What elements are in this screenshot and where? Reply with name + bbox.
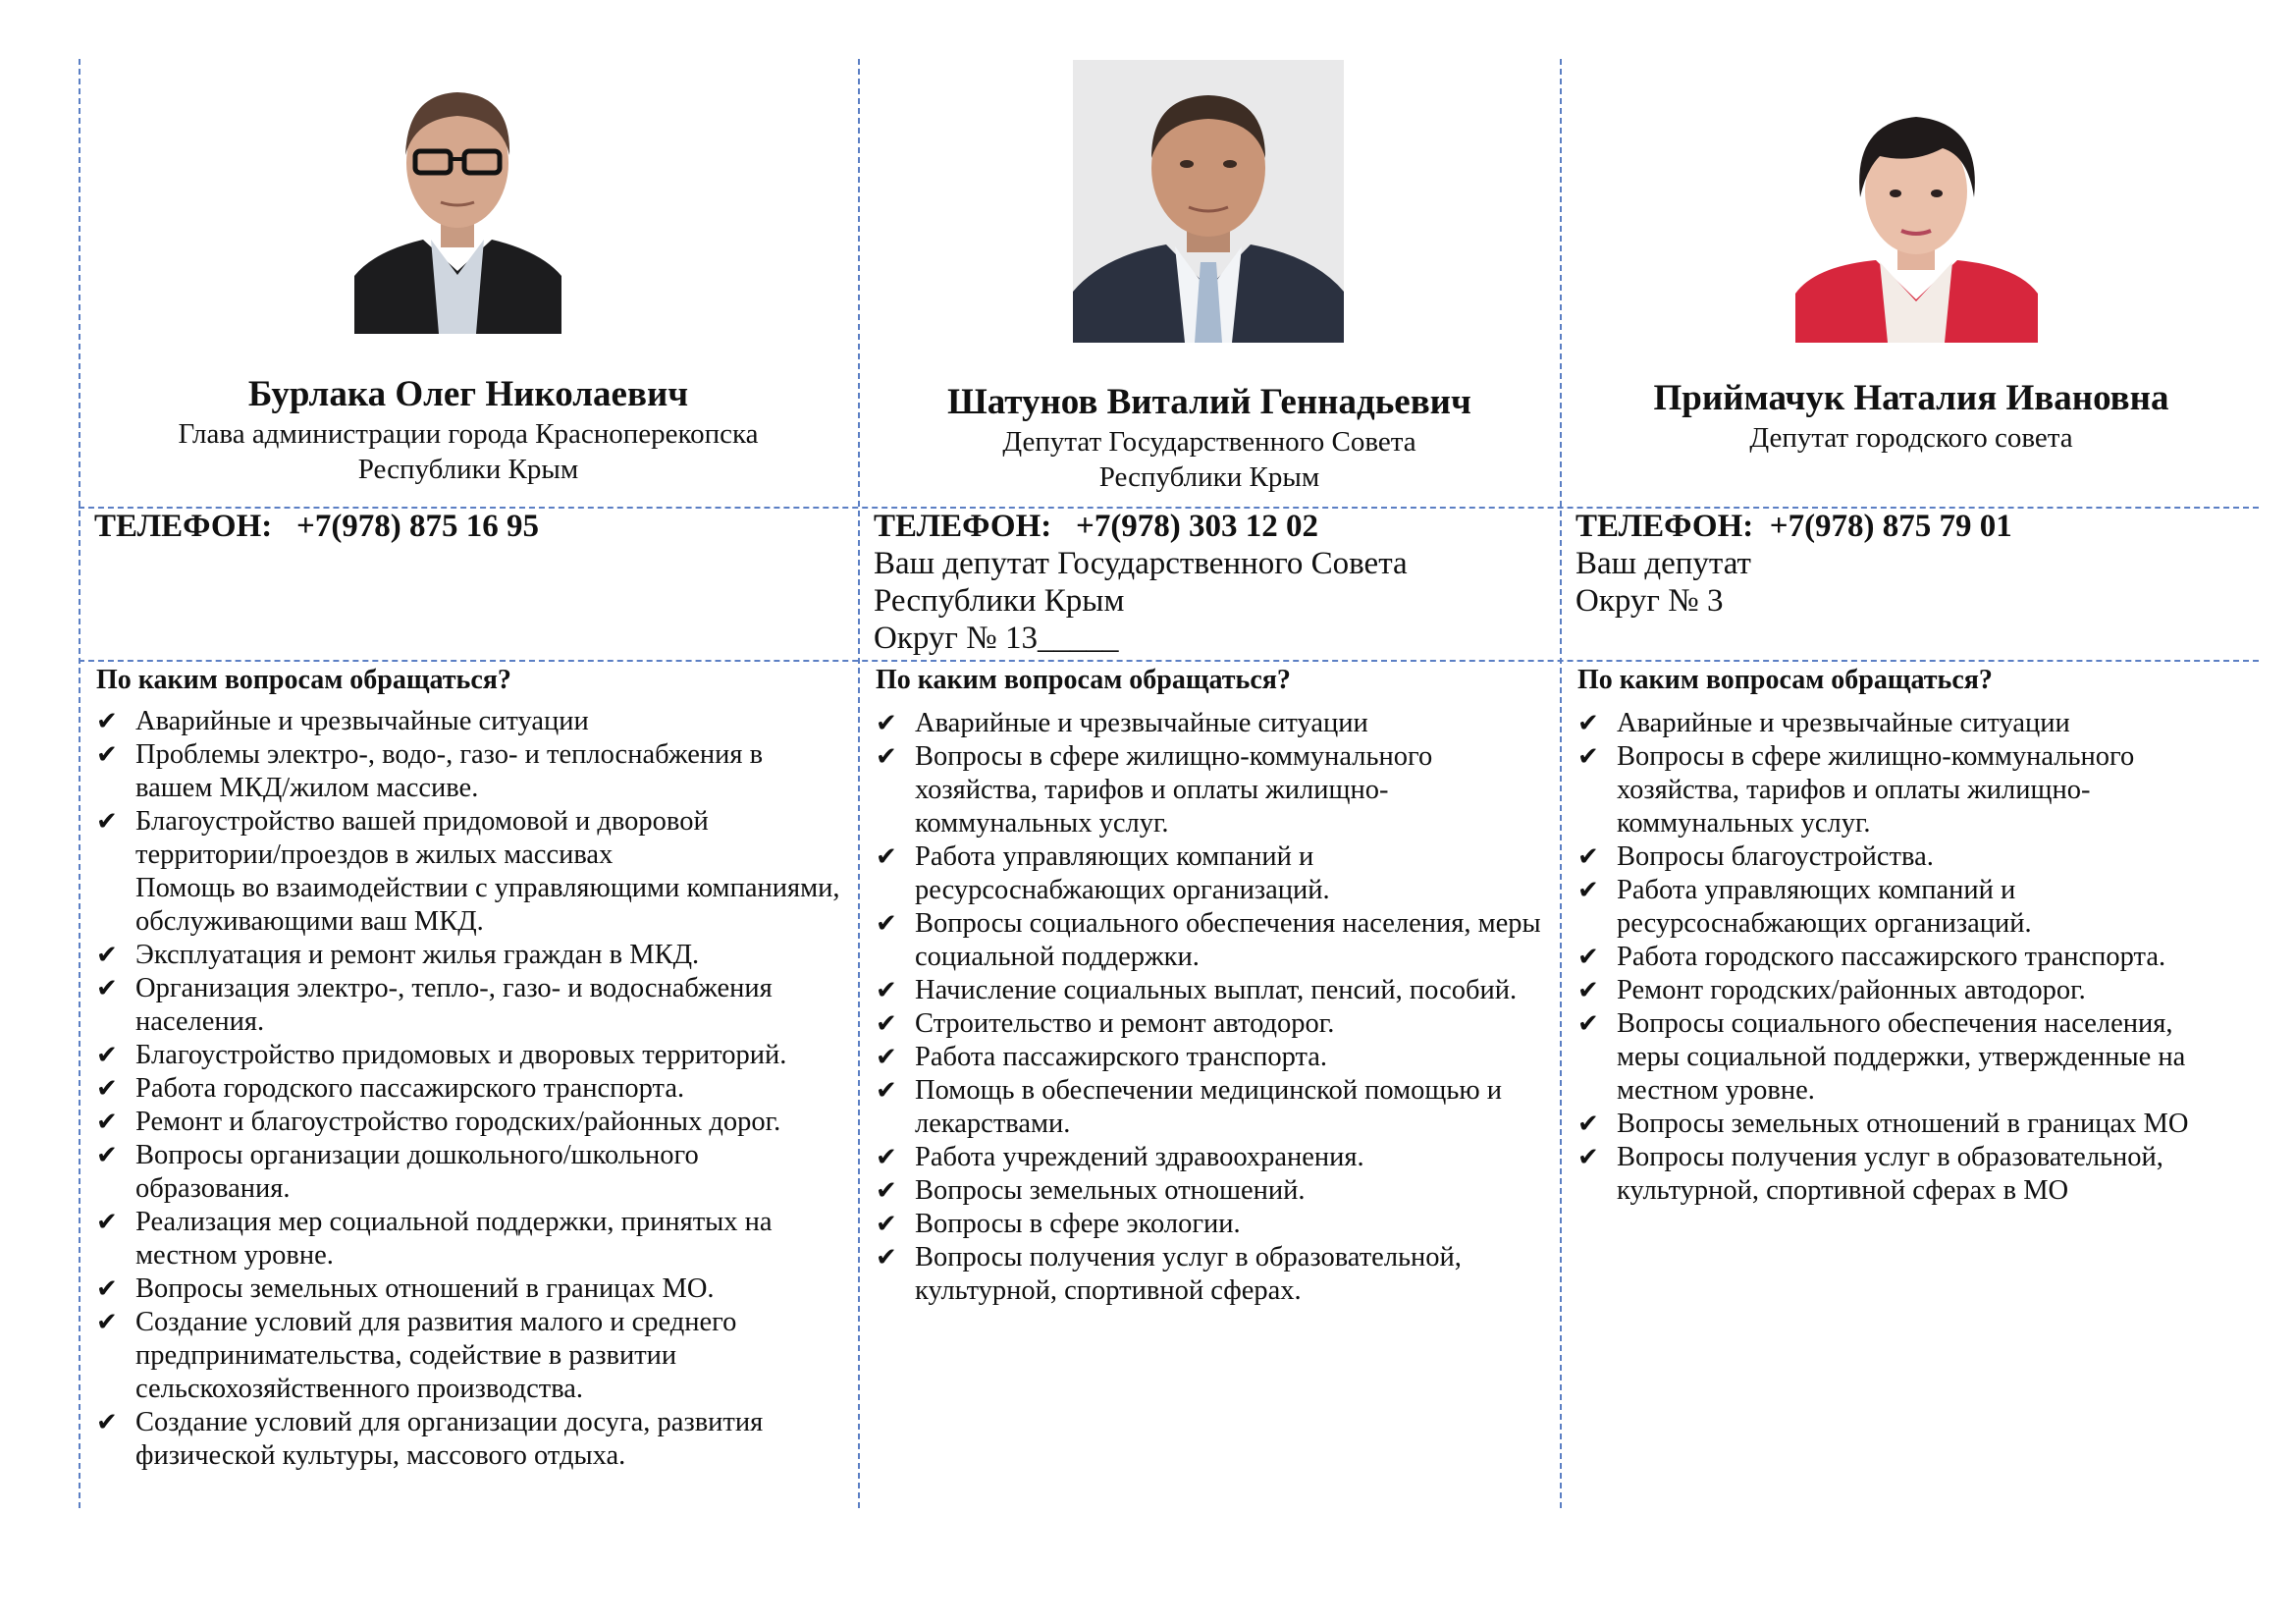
list-item: ✔ Вопросы социального обеспечения населения, меры социальной поддержки, утвержденные на местном уровне. bbox=[1577, 1008, 2186, 1106]
contact-block-2 bbox=[874, 508, 1551, 657]
deputy-name: Приймачук Наталия Ивановна bbox=[1653, 378, 2169, 418]
deputy-role-line2: Республики Крым bbox=[357, 454, 579, 485]
contact-line: Ваш депутат Государственного Совета bbox=[874, 546, 1408, 581]
check-icon: ✔ bbox=[876, 1143, 897, 1172]
column-divider-left bbox=[79, 59, 80, 1508]
list-item: ✔ Вопросы земельных отношений в границах МО bbox=[1577, 1109, 2189, 1139]
list-item: ✔ Работа городского пассажирского транспорта. bbox=[96, 1073, 685, 1104]
check-icon: ✔ bbox=[96, 1408, 118, 1437]
check-icon: ✔ bbox=[876, 842, 897, 872]
list-item: ✔ Работа управляющих компаний и ресурсоснабжающих организаций. bbox=[1577, 875, 2032, 939]
deputy-name: Шатунов Виталий Геннадьевич bbox=[947, 382, 1471, 422]
check-icon: ✔ bbox=[876, 709, 897, 738]
deputy-role-line1: Депутат Государственного Совета bbox=[1002, 426, 1416, 458]
check-icon: ✔ bbox=[876, 742, 897, 772]
check-icon: ✔ bbox=[96, 1274, 118, 1304]
check-icon: ✔ bbox=[1577, 1143, 1599, 1172]
column-divider-2 bbox=[1560, 59, 1562, 1508]
list-item: ✔ Вопросы в сфере жилищно-коммунального хозяйства, тарифов и оплаты жилищно-коммунальных услуг. bbox=[1577, 741, 2135, 839]
check-icon: ✔ bbox=[96, 941, 118, 970]
deputy-header-1 bbox=[80, 373, 856, 487]
deputy-header-3 bbox=[1562, 377, 2261, 456]
check-icon: ✔ bbox=[876, 1009, 897, 1039]
check-icon: ✔ bbox=[876, 1076, 897, 1106]
contact-line: Ваш депутат bbox=[1575, 546, 1751, 581]
check-icon: ✔ bbox=[96, 1074, 118, 1104]
list-item: ✔ Вопросы в сфере жилищно-коммунального хозяйства, тарифов и оплаты жилищно-коммунальных услуг. bbox=[876, 741, 1433, 839]
contact-block-3 bbox=[1575, 508, 2253, 620]
list-item: ✔ Благоустройство придомовых и дворовых территорий. bbox=[96, 1040, 787, 1070]
check-icon: ✔ bbox=[876, 1043, 897, 1072]
topics-list-3 bbox=[1577, 707, 2225, 1208]
check-icon: ✔ bbox=[96, 707, 118, 736]
check-icon: ✔ bbox=[876, 976, 897, 1005]
list-item: ✔ Работа пассажирского транспорта. bbox=[876, 1042, 1328, 1072]
list-item: ✔ Вопросы организации дошкольного/школьного образования. bbox=[96, 1140, 699, 1204]
topics-list-2 bbox=[876, 707, 1553, 1308]
check-icon: ✔ bbox=[876, 1243, 897, 1272]
list-item: ✔ Вопросы получения услуг в образовательной, культурной, спортивной сферах в МО bbox=[1577, 1142, 2163, 1206]
deputy-header-2 bbox=[860, 381, 1559, 495]
list-item: ✔ Вопросы получения услуг в образовательной, культурной, спортивной сферах. bbox=[876, 1242, 1462, 1306]
check-icon: ✔ bbox=[96, 1041, 118, 1070]
list-item: ✔ Организация электро-, тепло-, газо- и водоснабжения населения. bbox=[96, 973, 773, 1037]
list-item: ✔ Аварийные и чрезвычайные ситуации bbox=[96, 706, 589, 736]
check-icon: ✔ bbox=[96, 740, 118, 770]
deputy-role-line1: Глава администрации города Красноперекопска bbox=[178, 418, 759, 450]
list-item: ✔ Вопросы земельных отношений. bbox=[876, 1175, 1306, 1206]
list-item: ✔ Создание условий для развития малого и среднего предпринимательства, содействие в развитии сельскохозяйственного производства. bbox=[96, 1307, 737, 1404]
questions-title-1: По каким вопросам обращаться? bbox=[96, 665, 511, 695]
list-item: ✔ Благоустройство вашей придомовой и дворовой территории/проездов в жилых массивах bbox=[96, 806, 709, 870]
check-icon: ✔ bbox=[1577, 1009, 1599, 1039]
list-item: ✔ Проблемы электро-, водо-, газо- и теплоснабжения в вашем МКД/жилом массиве. bbox=[96, 739, 764, 803]
check-icon: ✔ bbox=[1577, 842, 1599, 872]
check-icon: ✔ bbox=[876, 1210, 897, 1239]
check-icon: ✔ bbox=[96, 1208, 118, 1237]
list-item: ✔ Работа учреждений здравоохранения. bbox=[876, 1142, 1364, 1172]
list-item: ✔ Вопросы социального обеспечения населения, меры социальной поддержки. bbox=[876, 908, 1541, 972]
deputy-photo-1 bbox=[354, 65, 561, 334]
list-item: ✔ Помощь в обеспечении медицинской помощью и лекарствами. bbox=[876, 1075, 1503, 1139]
questions-title-2: По каким вопросам обращаться? bbox=[876, 665, 1291, 695]
list-item: ✔ Ремонт и благоустройство городских/районных дорог. bbox=[96, 1107, 781, 1137]
check-icon: ✔ bbox=[1577, 709, 1599, 738]
check-icon: ✔ bbox=[1577, 1110, 1599, 1139]
check-icon: ✔ bbox=[1577, 742, 1599, 772]
list-item: ✔ Аварийные и чрезвычайные ситуации bbox=[876, 708, 1368, 738]
list-item: ✔ Строительство и ремонт автодорог. bbox=[876, 1008, 1335, 1039]
list-item: ✔ Создание условий для организации досуга, развития физической культуры, массового отдыха. bbox=[96, 1407, 764, 1471]
column-divider-1 bbox=[858, 59, 860, 1508]
list-item: ✔ Реализация мер социальной поддержки, принятых на местном уровне. bbox=[96, 1207, 773, 1271]
phone-number: ТЕЛЕФОН: +7(978) 875 16 95 bbox=[94, 509, 540, 544]
check-icon: ✔ bbox=[876, 1176, 897, 1206]
list-item: ✔ Работа городского пассажирского транспорта. bbox=[1577, 942, 2166, 972]
list-item: ✔ Аварийные и чрезвычайные ситуации bbox=[1577, 708, 2070, 738]
list-item: ✔ Эксплуатация и ремонт жилья граждан в МКД. bbox=[96, 940, 700, 970]
deputy-role-line2: Республики Крым bbox=[1098, 461, 1320, 493]
list-note: Помощь во взаимодействии с управляющими компаниями, обслуживающими ваш МКД. bbox=[135, 873, 840, 937]
list-item: ✔ Вопросы в сфере экологии. bbox=[876, 1209, 1241, 1239]
deputy-name: Бурлака Олег Николаевич bbox=[247, 374, 689, 414]
phone-number: ТЕЛЕФОН: +7(978) 303 12 02 bbox=[874, 509, 1319, 544]
row-divider-2 bbox=[79, 660, 2259, 662]
list-item: ✔ Работа управляющих компаний и ресурсоснабжающих организаций. bbox=[876, 841, 1330, 905]
list-item: ✔ Ремонт городских/районных автодорог. bbox=[1577, 975, 2086, 1005]
questions-title-3: По каким вопросам обращаться? bbox=[1577, 665, 1993, 695]
contact-line: Округ № 13_____ bbox=[874, 621, 1119, 656]
deputy-photo-2 bbox=[1073, 60, 1344, 343]
deputy-photo-3 bbox=[1795, 87, 2038, 343]
list-item: ✔ Вопросы благоустройства. bbox=[1577, 841, 1934, 872]
contact-block-1 bbox=[94, 508, 850, 545]
phone-number: ТЕЛЕФОН: +7(978) 875 79 01 bbox=[1575, 509, 2012, 544]
contact-line: Республики Крым bbox=[874, 583, 1125, 619]
check-icon: ✔ bbox=[876, 909, 897, 939]
check-icon: ✔ bbox=[1577, 976, 1599, 1005]
topics-list-1 bbox=[96, 705, 842, 1473]
check-icon: ✔ bbox=[96, 1108, 118, 1137]
deputy-role-line1: Депутат городского совета bbox=[1749, 422, 2073, 454]
check-icon: ✔ bbox=[96, 807, 118, 837]
list-item: ✔ Вопросы земельных отношений в границах МО. bbox=[96, 1273, 715, 1304]
list-item: ✔ Начисление социальных выплат, пенсий, пособий. bbox=[876, 975, 1518, 1005]
check-icon: ✔ bbox=[1577, 943, 1599, 972]
contact-line: Округ № 3 bbox=[1575, 583, 1724, 619]
check-icon: ✔ bbox=[96, 1308, 118, 1337]
check-icon: ✔ bbox=[96, 974, 118, 1003]
check-icon: ✔ bbox=[1577, 876, 1599, 905]
check-icon: ✔ bbox=[96, 1141, 118, 1170]
